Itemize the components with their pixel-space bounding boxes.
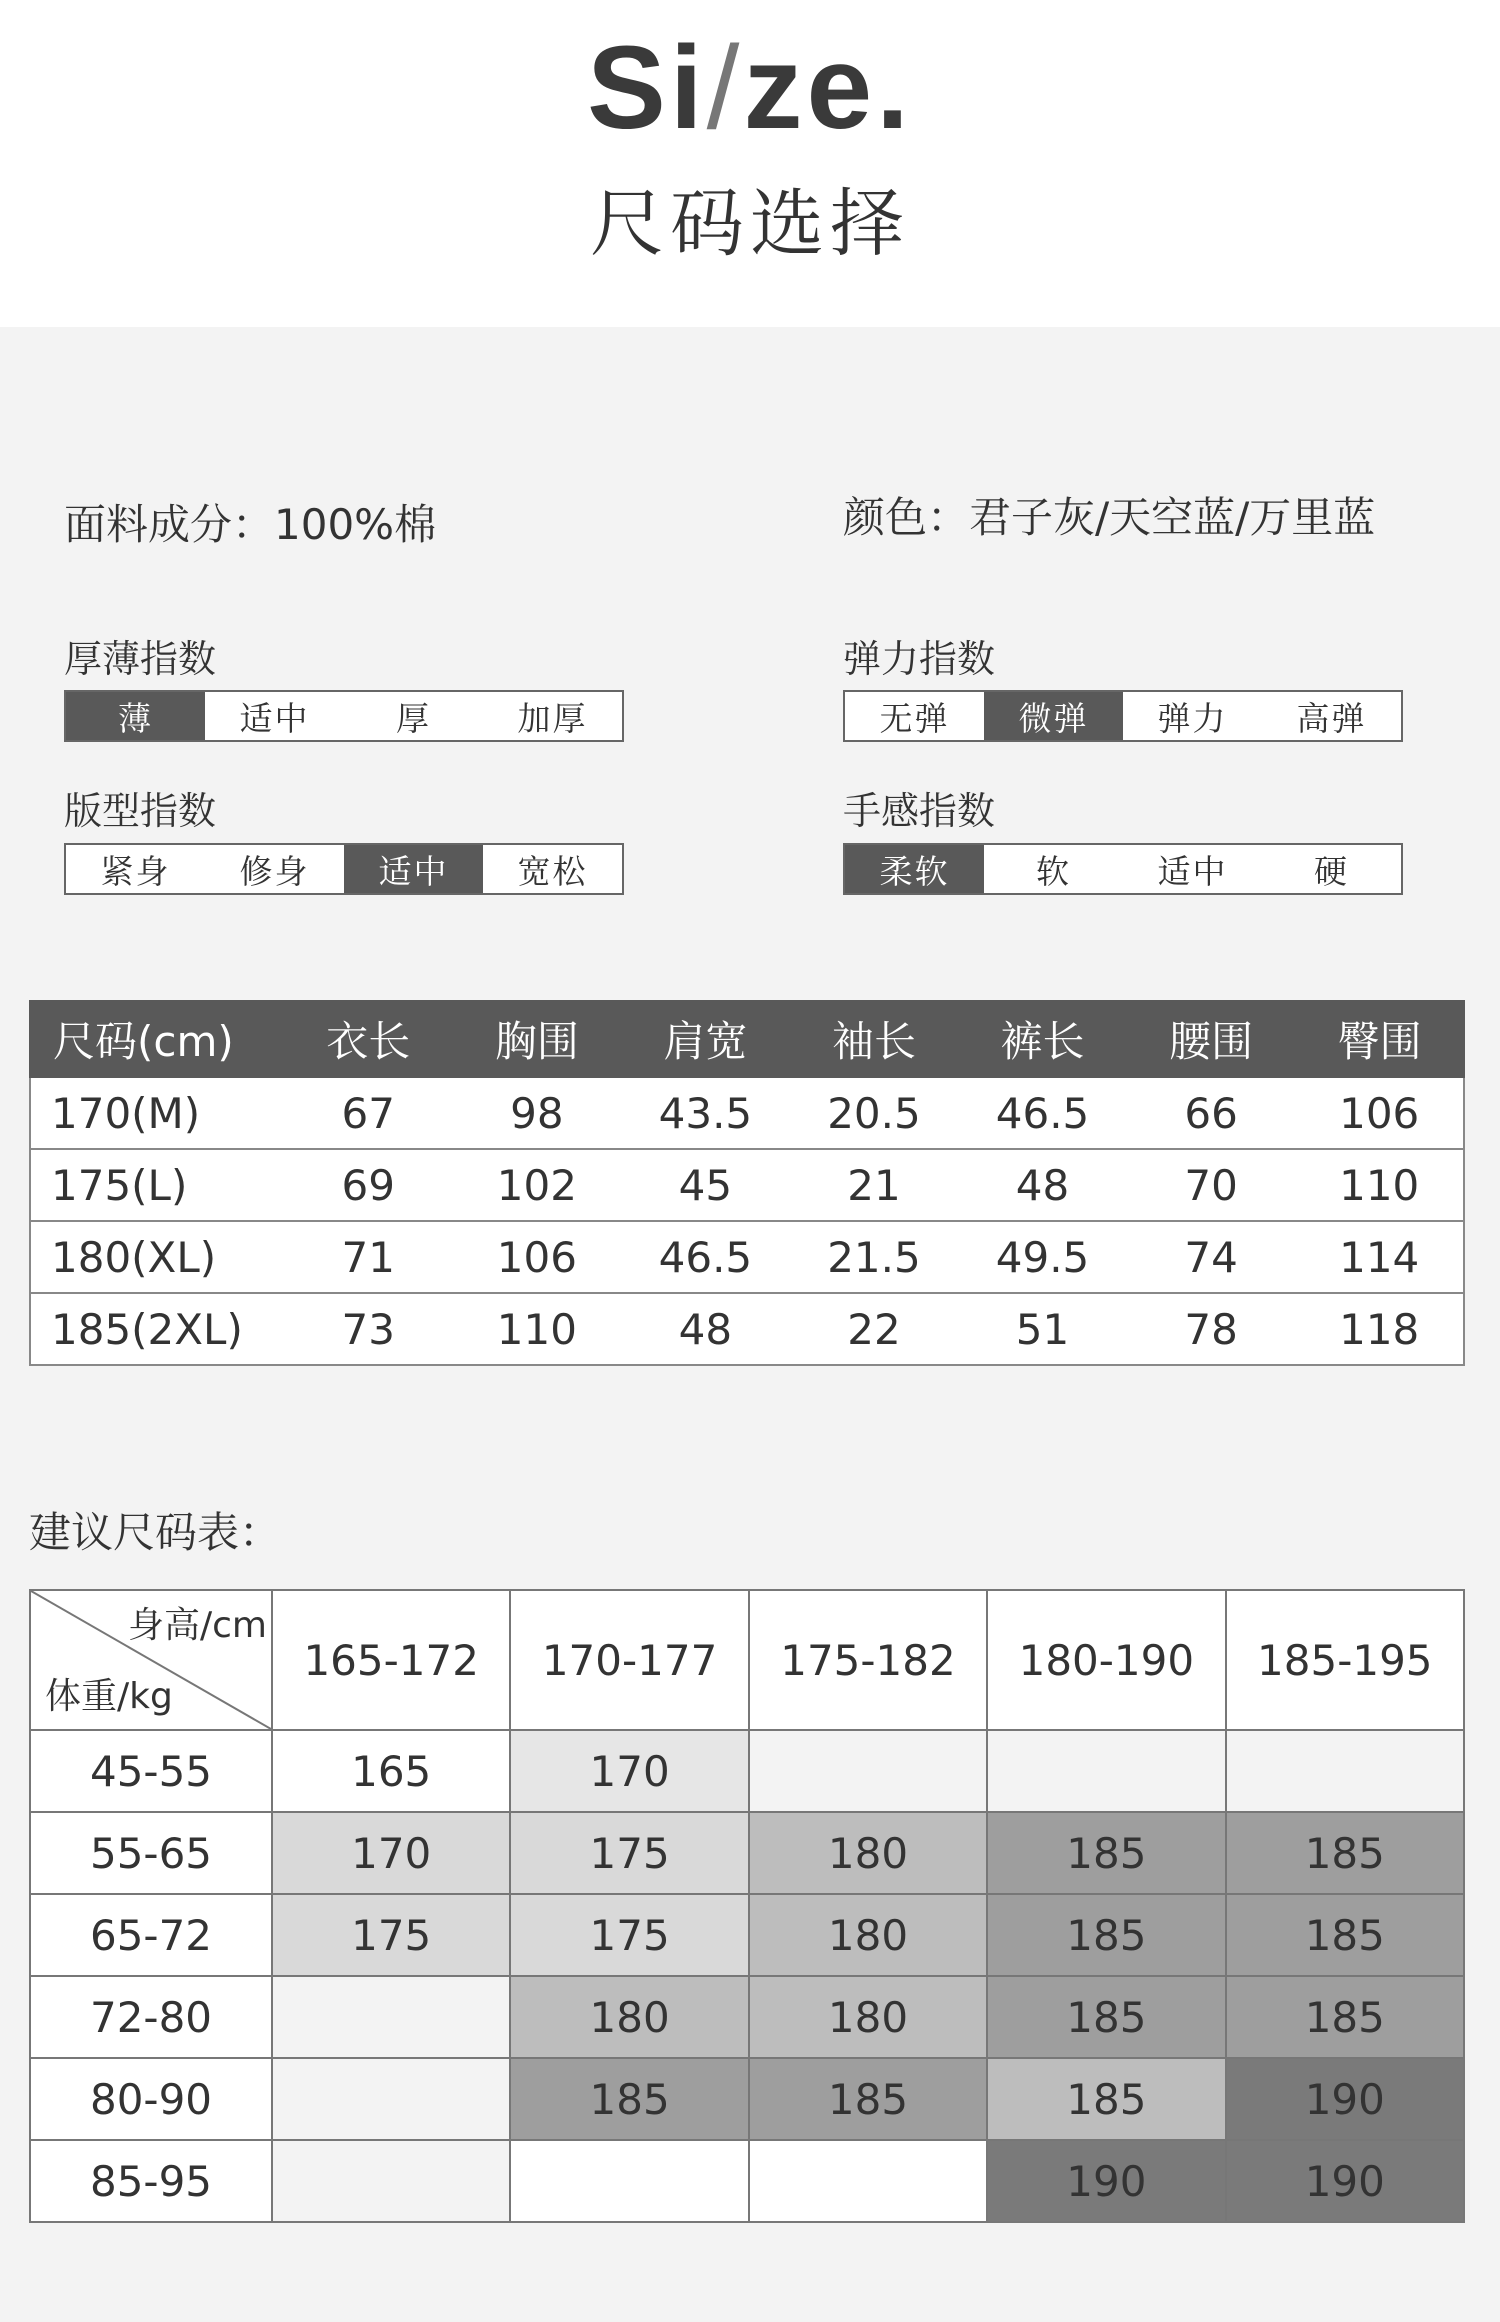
elasticity-option: 高弹 bbox=[1296, 698, 1367, 738]
recommend-table bbox=[29, 1589, 1465, 2223]
recommended-size-cell: 185 bbox=[1226, 1894, 1464, 1976]
size-column-header: 衣长 bbox=[284, 1001, 453, 1077]
table-corner bbox=[30, 1590, 272, 1730]
fit-option: 适中 bbox=[344, 845, 483, 893]
size-value: 67 bbox=[284, 1077, 453, 1149]
size-value: 74 bbox=[1127, 1221, 1296, 1293]
table-row bbox=[30, 1894, 1464, 1976]
thickness-option: 薄 bbox=[66, 692, 205, 740]
page-title: 尺码选择 bbox=[590, 181, 910, 267]
color-options: 颜色：君子灰/天空蓝/万里蓝 bbox=[843, 493, 1376, 542]
elasticity-bar bbox=[843, 690, 1403, 742]
thickness-option: 加厚 bbox=[517, 698, 588, 738]
size-table-header bbox=[30, 1001, 1464, 1077]
size-value: 110 bbox=[1295, 1149, 1464, 1221]
weight-range: 85-95 bbox=[30, 2140, 272, 2222]
size-value: 20.5 bbox=[790, 1077, 959, 1149]
size-value: 51 bbox=[958, 1293, 1127, 1365]
size-value: 66 bbox=[1127, 1077, 1296, 1149]
table-row bbox=[30, 2140, 1464, 2222]
recommended-size-cell: 190 bbox=[1226, 2058, 1464, 2140]
recommended-size-cell: 185 bbox=[987, 1894, 1225, 1976]
brand-logo: Si/ze. bbox=[587, 22, 913, 154]
size-table bbox=[29, 1000, 1465, 1366]
size-value: 46.5 bbox=[958, 1077, 1127, 1149]
recommended-size-cell: 175 bbox=[272, 1894, 510, 1976]
size-label: 185(2XL) bbox=[30, 1293, 284, 1365]
recommended-size-cell bbox=[272, 1976, 510, 2058]
size-value: 118 bbox=[1295, 1293, 1464, 1365]
feel-bar bbox=[843, 843, 1403, 895]
weight-range: 45-55 bbox=[30, 1730, 272, 1812]
size-value: 43.5 bbox=[621, 1077, 790, 1149]
table-row bbox=[30, 1221, 1464, 1293]
size-column-header: 胸围 bbox=[453, 1001, 622, 1077]
recommended-size-cell: 185 bbox=[987, 2058, 1225, 2140]
weight-range: 80-90 bbox=[30, 2058, 272, 2140]
recommended-size-cell: 185 bbox=[749, 2058, 987, 2140]
fit-option: 紧身 bbox=[100, 851, 171, 891]
recommended-size-cell bbox=[987, 1730, 1225, 1812]
fit-option: 修身 bbox=[239, 851, 310, 891]
table-row bbox=[30, 1293, 1464, 1365]
size-value: 69 bbox=[284, 1149, 453, 1221]
feel-option: 软 bbox=[1036, 851, 1071, 891]
table-row bbox=[30, 1730, 1464, 1812]
elasticity-option: 弹力 bbox=[1157, 698, 1228, 738]
weight-range: 55-65 bbox=[30, 1812, 272, 1894]
size-label: 175(L) bbox=[30, 1149, 284, 1221]
table-row bbox=[30, 2058, 1464, 2140]
height-range-header: 170-177 bbox=[510, 1590, 748, 1730]
size-value: 102 bbox=[453, 1149, 622, 1221]
height-range-header: 175-182 bbox=[749, 1590, 987, 1730]
thickness-option: 厚 bbox=[396, 698, 431, 738]
recommended-size-cell: 170 bbox=[272, 1812, 510, 1894]
recommended-size-cell bbox=[749, 1730, 987, 1812]
thickness-bar bbox=[64, 690, 624, 742]
height-range-header: 165-172 bbox=[272, 1590, 510, 1730]
size-value: 21 bbox=[790, 1149, 959, 1221]
height-axis-label: 身高/cm bbox=[128, 1605, 267, 1646]
size-value: 98 bbox=[453, 1077, 622, 1149]
size-value: 78 bbox=[1127, 1293, 1296, 1365]
size-value: 48 bbox=[621, 1293, 790, 1365]
recommended-size-cell: 170 bbox=[510, 1730, 748, 1812]
recommended-size-cell: 180 bbox=[749, 1894, 987, 1976]
height-range-header: 180-190 bbox=[987, 1590, 1225, 1730]
recommended-size-cell: 185 bbox=[510, 2058, 748, 2140]
size-column-header: 裤长 bbox=[958, 1001, 1127, 1077]
size-value: 110 bbox=[453, 1293, 622, 1365]
size-column-header: 尺码(cm) bbox=[30, 1001, 284, 1077]
size-value: 46.5 bbox=[621, 1221, 790, 1293]
recommended-size-cell: 175 bbox=[510, 1812, 748, 1894]
recommended-size-cell: 185 bbox=[1226, 1812, 1464, 1894]
recommended-size-cell: 180 bbox=[510, 1976, 748, 2058]
recommended-size-cell: 190 bbox=[987, 2140, 1225, 2222]
size-value: 106 bbox=[453, 1221, 622, 1293]
table-row bbox=[30, 1149, 1464, 1221]
size-label: 170(M) bbox=[30, 1077, 284, 1149]
size-value: 106 bbox=[1295, 1077, 1464, 1149]
size-value: 48 bbox=[958, 1149, 1127, 1221]
elasticity-option: 微弹 bbox=[984, 692, 1123, 740]
size-value: 49.5 bbox=[958, 1221, 1127, 1293]
table-row bbox=[30, 1812, 1464, 1894]
elasticity-title: 弹力指数 bbox=[843, 637, 996, 681]
thickness-title: 厚薄指数 bbox=[64, 637, 217, 681]
thickness-option: 适中 bbox=[239, 698, 310, 738]
recommended-size-cell bbox=[510, 2140, 748, 2222]
recommended-size-cell: 180 bbox=[749, 1976, 987, 2058]
recommended-size-cell: 185 bbox=[1226, 1976, 1464, 2058]
size-column-header: 臀围 bbox=[1295, 1001, 1464, 1077]
size-label: 180(XL) bbox=[30, 1221, 284, 1293]
size-value: 114 bbox=[1295, 1221, 1464, 1293]
size-column-header: 腰围 bbox=[1127, 1001, 1296, 1077]
fabric-composition: 面料成分：100%棉 bbox=[64, 500, 437, 549]
recommend-title: 建议尺码表： bbox=[29, 1508, 282, 1557]
height-range-header: 185-195 bbox=[1226, 1590, 1464, 1730]
size-value: 71 bbox=[284, 1221, 453, 1293]
size-column-header: 肩宽 bbox=[621, 1001, 790, 1077]
size-value: 45 bbox=[621, 1149, 790, 1221]
recommended-size-cell bbox=[272, 2058, 510, 2140]
recommended-size-cell: 180 bbox=[749, 1812, 987, 1894]
weight-range: 65-72 bbox=[30, 1894, 272, 1976]
size-value: 22 bbox=[790, 1293, 959, 1365]
recommended-size-cell: 165 bbox=[272, 1730, 510, 1812]
elasticity-option: 无弹 bbox=[879, 698, 950, 738]
recommended-size-cell: 185 bbox=[987, 1976, 1225, 2058]
feel-option: 硬 bbox=[1314, 851, 1349, 891]
feel-option: 适中 bbox=[1157, 851, 1228, 891]
recommend-header-row bbox=[30, 1590, 1464, 1730]
weight-range: 72-80 bbox=[30, 1976, 272, 2058]
recommended-size-cell bbox=[272, 2140, 510, 2222]
size-column-header: 袖长 bbox=[790, 1001, 959, 1077]
fit-bar bbox=[64, 843, 624, 895]
fit-option: 宽松 bbox=[517, 851, 588, 891]
table-row bbox=[30, 1976, 1464, 2058]
recommended-size-cell bbox=[1226, 1730, 1464, 1812]
weight-axis-label: 体重/kg bbox=[45, 1676, 173, 1717]
recommended-size-cell bbox=[749, 2140, 987, 2222]
table-row bbox=[30, 1077, 1464, 1149]
feel-title: 手感指数 bbox=[843, 789, 996, 833]
recommended-size-cell: 190 bbox=[1226, 2140, 1464, 2222]
feel-option: 柔软 bbox=[845, 845, 984, 893]
recommended-size-cell: 185 bbox=[987, 1812, 1225, 1894]
size-value: 21.5 bbox=[790, 1221, 959, 1293]
fit-title: 版型指数 bbox=[64, 789, 217, 833]
size-value: 73 bbox=[284, 1293, 453, 1365]
recommended-size-cell: 175 bbox=[510, 1894, 748, 1976]
size-value: 70 bbox=[1127, 1149, 1296, 1221]
